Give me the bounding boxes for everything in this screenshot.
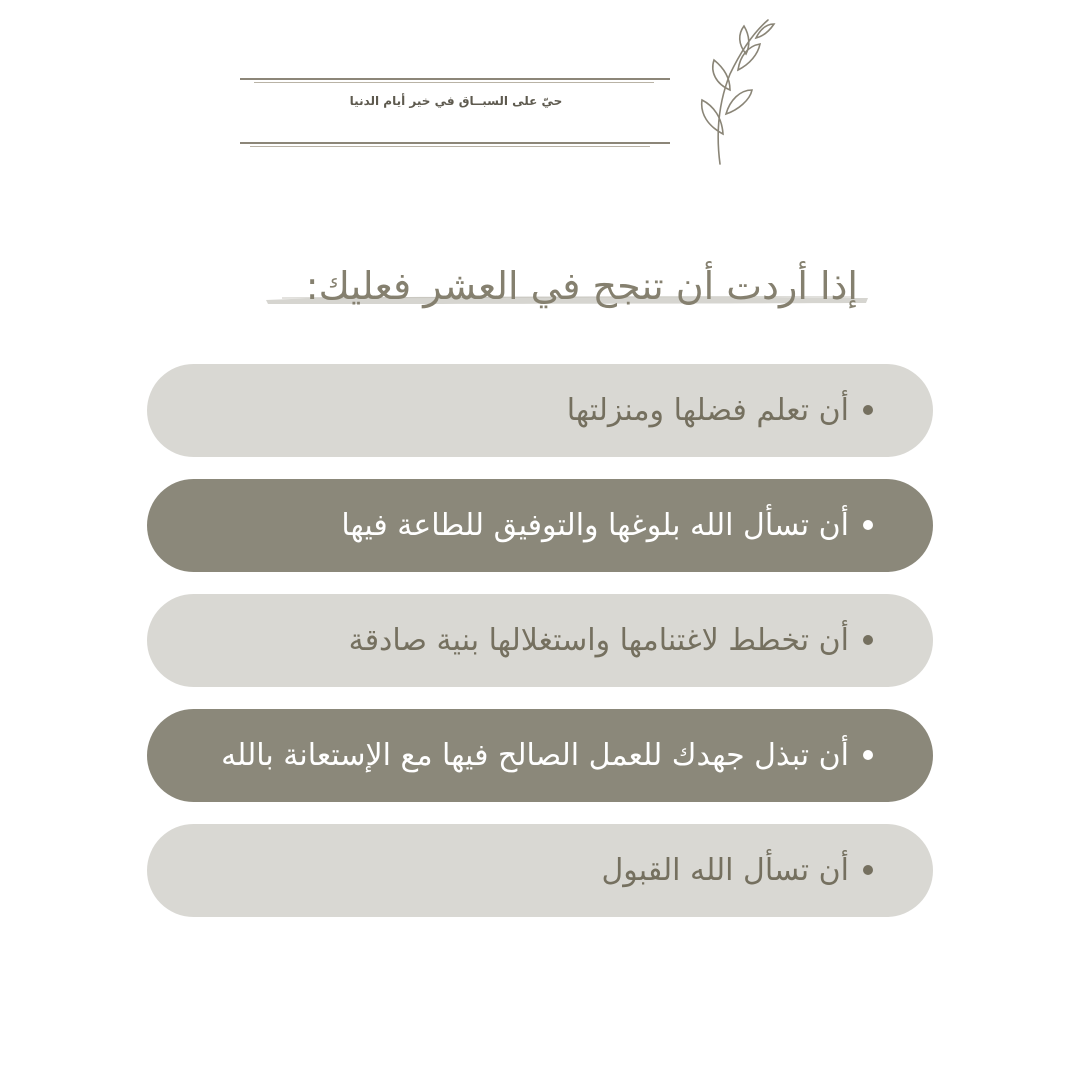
bullet-dot-icon <box>863 405 873 415</box>
tip-pill <box>147 824 933 917</box>
tip-text: أن تبذل جهدك للعمل الصالح فيها مع الإستعانة بالله <box>221 738 849 773</box>
tip-pill <box>147 479 933 572</box>
bullet-dot-icon <box>863 750 873 760</box>
olive-branch-icon <box>690 14 780 174</box>
bullet-dot-icon <box>863 865 873 875</box>
tip-text: أن تسأل الله القبول <box>601 853 849 888</box>
header-rule-top <box>240 78 670 80</box>
bullet-dot-icon <box>863 520 873 530</box>
subtitle-block <box>262 262 872 332</box>
tip-text: أن تسأل الله بلوغها والتوفيق للطاعة فيها <box>341 508 849 543</box>
subtitle: إذا أردت أن تنجح في العشر فعليك: <box>305 264 858 308</box>
tips-list <box>147 364 933 939</box>
tip-pill <box>147 594 933 687</box>
tip-text: أن تخطط لاغتنامها واستغلالها بنية صادقة <box>348 623 849 658</box>
tip-pill <box>147 709 933 802</box>
header-rule-bottom-thin <box>250 146 650 147</box>
header-rule-bottom <box>240 142 670 144</box>
header-banner <box>240 72 670 152</box>
header-rule-top-thin <box>254 82 654 83</box>
bullet-dot-icon <box>863 635 873 645</box>
tip-pill <box>147 364 933 457</box>
tip-text: أن تعلم فضلها ومنزلتها <box>566 393 849 428</box>
header-title: حيّ على السبــاق في خير أيام الدنيا <box>349 94 563 108</box>
